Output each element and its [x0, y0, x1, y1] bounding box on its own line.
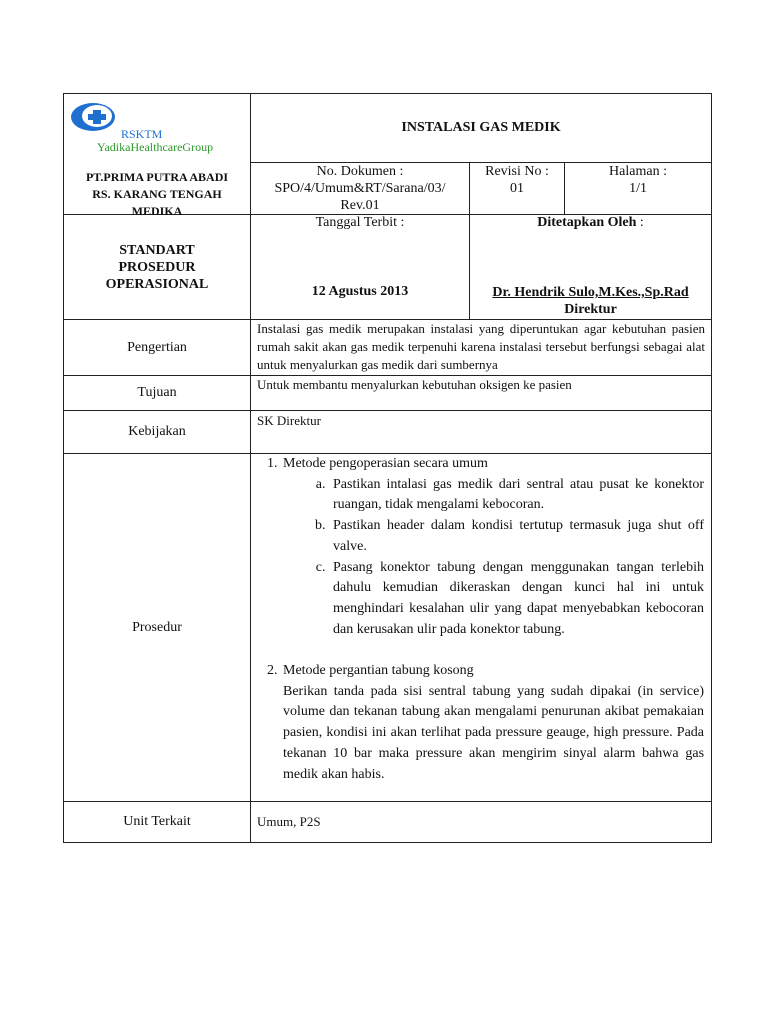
logo-name: RSKTM — [121, 127, 163, 141]
procedure-step-title: Metode pergantian tabung kosong — [283, 663, 474, 679]
spo-document-table — [63, 93, 712, 843]
kebijakan-text: SK Direktur — [257, 413, 321, 428]
approver-block — [470, 284, 711, 318]
revision-label: Revisi No : — [485, 164, 549, 179]
company-line: PT.PRIMA PUTRA ABADI — [85, 170, 229, 184]
prosedur-content-cell — [251, 454, 712, 802]
procedure-substep: a. Pastikan intalasi gas medik dari sentral atau pusat ke konektor ruangan, tidak mengalami kebocoran. — [329, 475, 704, 516]
page-cell — [565, 163, 712, 215]
unit-terkait-content-cell — [251, 802, 712, 843]
procedure-step-body: Berikan tanda pada sisi sentral tabung yang sudah dipakai (in service) volume dan tekanan tabung akan mengalami penurunan akibat pemakaian pasien, kondisi ini akan terlihat pada pressure geauge, high pressure. Pada tekanan 10 bar maka pressure akan mengirim sinyal alarm bahwa gas medik akan habis. — [283, 683, 705, 782]
tujuan-content-cell — [251, 376, 712, 411]
prosedur-label: Prosedur — [132, 619, 182, 635]
approval-label — [470, 215, 711, 231]
procedure-step — [281, 454, 704, 661]
hospital-identity-cell — [64, 94, 251, 218]
tujuan-text: Untuk membantu menyalurkan kebutuhan oksigen ke pasien — [257, 377, 572, 392]
spacer — [283, 640, 704, 661]
doc-number-cell — [251, 163, 470, 215]
document-title: INSTALASI GAS MEDIK — [401, 120, 561, 135]
revision-value: 01 — [510, 181, 524, 196]
logo-group: YadikaHealthcareGroup — [97, 140, 214, 154]
procedure-step-title: Metode pengoperasian secara umum — [283, 456, 488, 471]
tujuan-label-cell — [64, 376, 251, 411]
procedure-substep-list — [283, 475, 704, 641]
issue-date-label: Tanggal Terbit : — [315, 215, 405, 230]
unit-terkait-text: Umum, P2S — [257, 814, 321, 829]
spo-title: STANDART PROSEDUR OPERASIONAL — [105, 242, 209, 292]
kebijakan-label: Kebijakan — [128, 424, 186, 439]
approval-label-text: Ditetapkan Oleh — [537, 215, 637, 230]
doc-number-label: No. Dokumen : — [316, 164, 404, 179]
procedure-steps — [251, 454, 711, 785]
approval-label-colon: : — [636, 215, 644, 230]
procedure-list — [255, 454, 704, 785]
revision-cell — [470, 163, 565, 215]
approver-title: Direktur — [564, 302, 617, 317]
pengertian-content-cell — [251, 320, 712, 376]
kebijakan-content-cell — [251, 411, 712, 454]
approval-cell — [470, 215, 712, 320]
pengertian-label: Pengertian — [127, 339, 187, 355]
issue-date-value: 12 Agustus 2013 — [311, 284, 409, 299]
unit-terkait-label: Unit Terkait — [123, 814, 191, 829]
procedure-substep: c. Pasang konektor tabung dengan menggunakan tangan terlebih dahulu kemudian dikeraskan dengan kunci hal ini untuk menghindari kesalahan ulir yang dapat menyebabkan kebocoran dan kerusakan ulir pada konektor tabung. — [329, 558, 704, 641]
approver-name: Dr. Hendrik Sulo,M.Kes.,Sp.Rad — [492, 285, 689, 300]
cross-logo-icon — [70, 102, 116, 132]
page-value: 1/1 — [629, 181, 647, 196]
company-line: RS. KARANG TENGAH — [92, 187, 222, 201]
issue-date-cell — [251, 215, 470, 320]
procedure-step — [281, 661, 704, 785]
company-name — [64, 169, 250, 220]
unit-terkait-label-cell — [64, 802, 251, 843]
doc-number-value: SPO/4/Umum&RT/Sarana/03/ Rev.01 — [274, 181, 446, 213]
kebijakan-label-cell — [64, 411, 251, 454]
tujuan-label: Tujuan — [137, 385, 177, 400]
spo-title-cell — [64, 215, 251, 320]
company-line: MEDIKA — [131, 204, 183, 218]
document-title-cell — [251, 94, 712, 163]
procedure-substep: b. Pastikan header dalam kondisi tertutup termasuk juga shut off valve. — [329, 516, 704, 557]
page-label: Halaman : — [609, 164, 667, 179]
prosedur-label-cell — [64, 454, 251, 802]
pengertian-text: Instalasi gas medik merupakan instalasi yang diperuntukan agar kebutuhan pasien rumah sakit akan gas medik terpenuhi karena instalasi tersebut berfungsi sebagai alat untuk menyalurkan gas medik dari sumbernya — [257, 321, 706, 372]
pengertian-label-cell — [64, 320, 251, 376]
